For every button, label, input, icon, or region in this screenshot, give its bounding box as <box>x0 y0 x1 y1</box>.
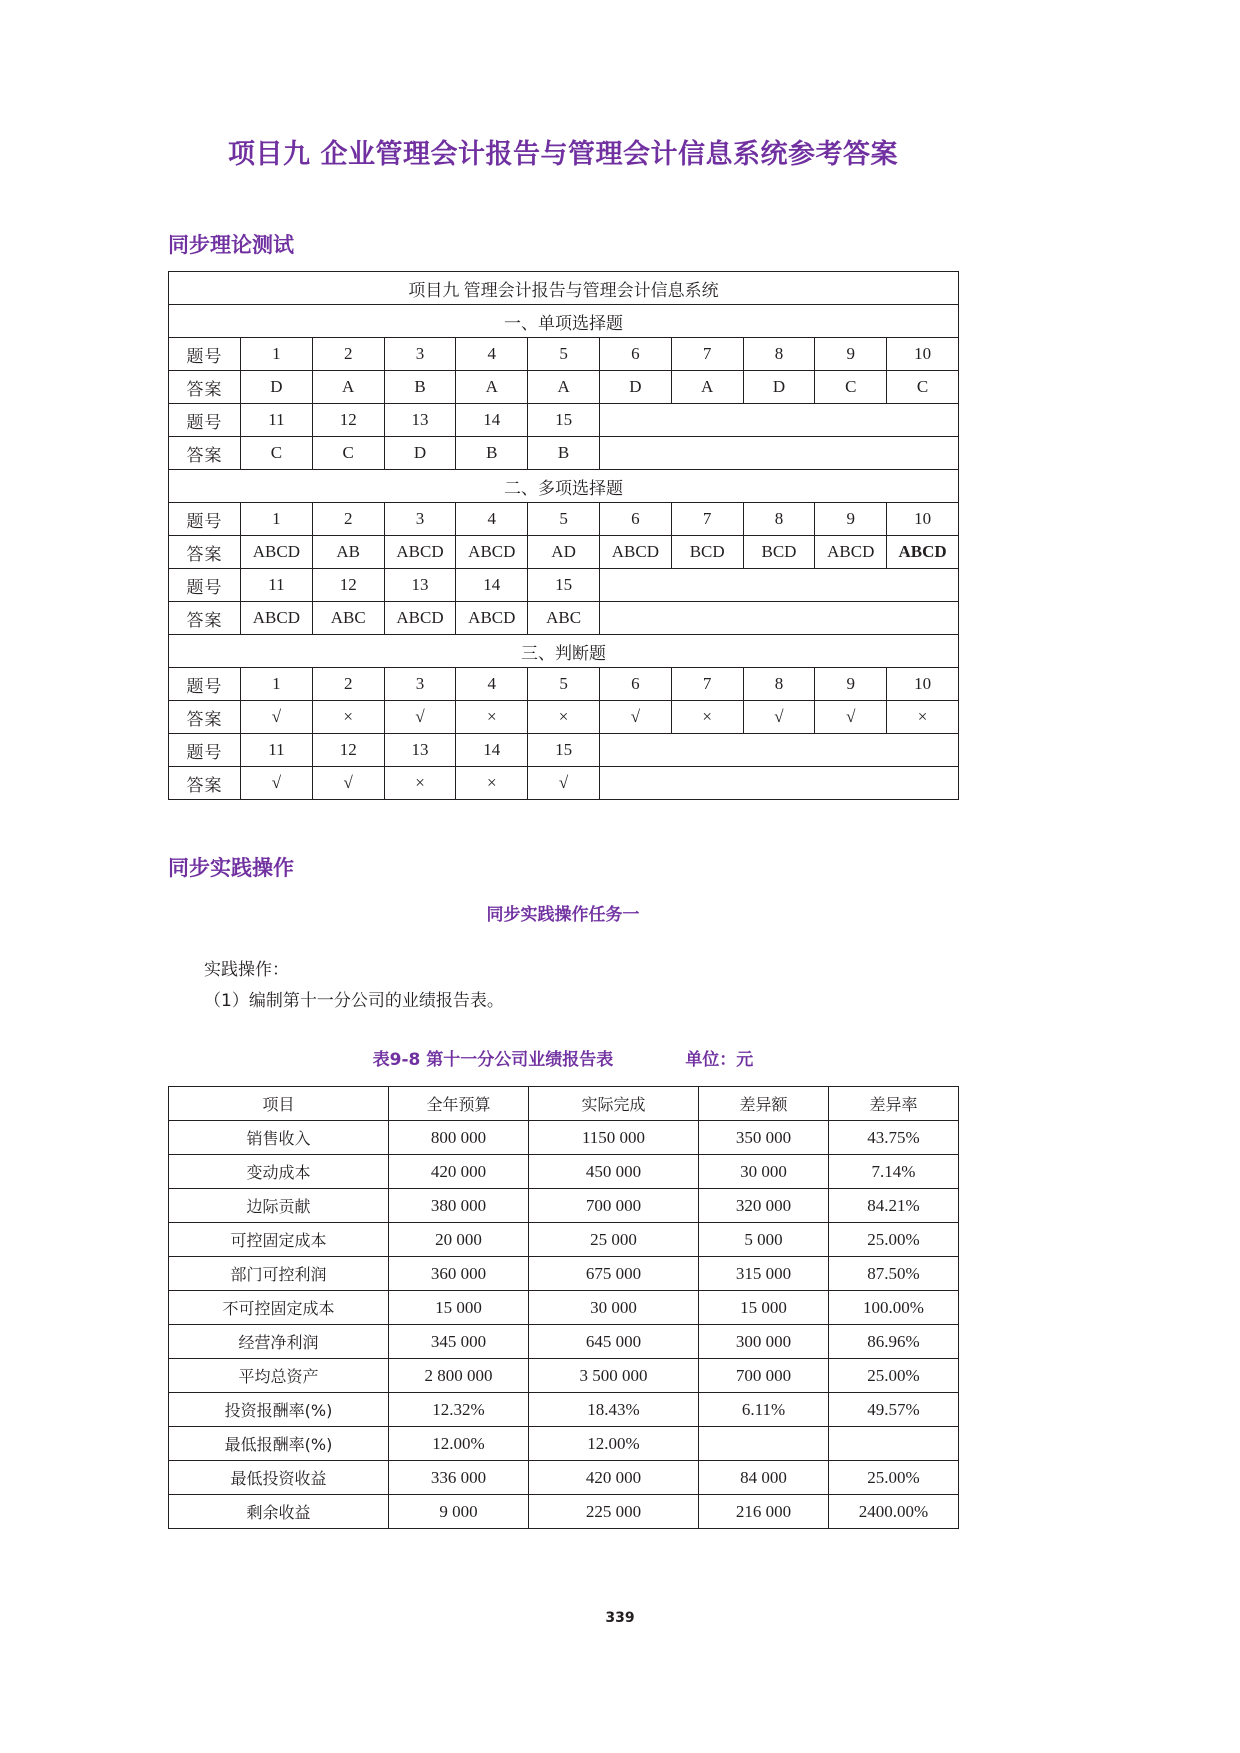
cell: ABCD <box>384 536 456 569</box>
theory-answers-table <box>168 271 959 800</box>
cell: A <box>671 371 743 404</box>
row-label: 题号 <box>169 734 241 767</box>
page-number: 339 <box>605 1610 635 1626</box>
table-row <box>169 668 959 701</box>
table-row <box>169 1291 959 1325</box>
table-row <box>169 1427 959 1461</box>
page-title: 项目九 企业管理会计报告与管理会计信息系统参考答案 <box>228 139 898 170</box>
table-row <box>169 371 959 404</box>
cell: 13 <box>384 569 456 602</box>
cell-budget: 360 000 <box>389 1257 529 1291</box>
cell-rate: 43.75% <box>829 1121 959 1155</box>
cell: ABCD <box>384 602 456 635</box>
cell-diff: 15 000 <box>699 1291 829 1325</box>
cell: C <box>887 371 959 404</box>
cell: √ <box>528 767 600 800</box>
cell: 13 <box>384 404 456 437</box>
cell: × <box>887 701 959 734</box>
cell: A <box>456 371 528 404</box>
table-row <box>169 602 959 635</box>
practice-task-heading: 同步实践操作任务一 <box>486 905 640 925</box>
cell-budget: 345 000 <box>389 1325 529 1359</box>
table-row <box>169 305 959 338</box>
cell-actual: 675 000 <box>529 1257 699 1291</box>
empty-cell <box>599 734 958 767</box>
cell: BCD <box>743 536 815 569</box>
cell: 3 <box>384 668 456 701</box>
cell-rate: 7.14% <box>829 1155 959 1189</box>
cell: 12 <box>312 569 384 602</box>
table-row <box>169 338 959 371</box>
table-row <box>169 1359 959 1393</box>
cell-rate: 2400.00% <box>829 1495 959 1529</box>
cell-budget: 336 000 <box>389 1461 529 1495</box>
cell: 15 <box>528 569 600 602</box>
row-label: 题号 <box>169 503 241 536</box>
cell: √ <box>743 701 815 734</box>
cell: √ <box>599 701 671 734</box>
table-row <box>169 272 959 305</box>
cell-diff: 320 000 <box>699 1189 829 1223</box>
cell: ABCD <box>887 536 959 569</box>
cell: 9 <box>815 668 887 701</box>
cell-diff <box>699 1427 829 1461</box>
row-item: 可控固定成本 <box>169 1223 389 1257</box>
cell-diff: 350 000 <box>699 1121 829 1155</box>
cell: 15 <box>528 734 600 767</box>
row-item: 边际贡献 <box>169 1189 389 1223</box>
cell: 11 <box>241 569 313 602</box>
cell-rate: 25.00% <box>829 1223 959 1257</box>
table-row <box>169 437 959 470</box>
column-header: 全年预算 <box>389 1087 529 1121</box>
cell: 1 <box>241 668 313 701</box>
cell: 2 <box>312 668 384 701</box>
cell: 8 <box>743 668 815 701</box>
table-row <box>169 1189 959 1223</box>
cell-diff: 5 000 <box>699 1223 829 1257</box>
row-label: 答案 <box>169 371 241 404</box>
cell: 4 <box>456 503 528 536</box>
cell-diff: 30 000 <box>699 1155 829 1189</box>
column-header: 实际完成 <box>529 1087 699 1121</box>
cell: × <box>456 701 528 734</box>
cell-diff: 216 000 <box>699 1495 829 1529</box>
table-row <box>169 1495 959 1529</box>
cell-actual: 3 500 000 <box>529 1359 699 1393</box>
cell: 9 <box>815 503 887 536</box>
cell: 10 <box>887 668 959 701</box>
table-header-row <box>169 1087 959 1121</box>
row-label: 题号 <box>169 338 241 371</box>
section-heading-theory: 同步理论测试 <box>168 233 294 257</box>
empty-cell <box>599 602 958 635</box>
cell: B <box>384 371 456 404</box>
cell: C <box>312 437 384 470</box>
table-row <box>169 1155 959 1189</box>
empty-cell <box>599 569 958 602</box>
cell: ABC <box>528 602 600 635</box>
table-row <box>169 470 959 503</box>
cell: 5 <box>528 503 600 536</box>
cell: 1 <box>241 338 313 371</box>
cell: ABC <box>312 602 384 635</box>
table-row <box>169 1461 959 1495</box>
report-table-caption <box>168 1045 958 1070</box>
cell-rate: 100.00% <box>829 1291 959 1325</box>
row-item: 部门可控利润 <box>169 1257 389 1291</box>
cell: 7 <box>671 668 743 701</box>
table-row <box>169 1121 959 1155</box>
cell-diff: 6.11% <box>699 1393 829 1427</box>
table-row <box>169 503 959 536</box>
cell: ABCD <box>815 536 887 569</box>
empty-cell <box>599 404 958 437</box>
cell: D <box>241 371 313 404</box>
cell: √ <box>241 767 313 800</box>
report-table-unit: 单位：元 <box>685 1050 754 1070</box>
row-item: 最低报酬率(%) <box>169 1427 389 1461</box>
cell-budget: 9 000 <box>389 1495 529 1529</box>
cell: A <box>528 371 600 404</box>
table-row <box>169 635 959 668</box>
cell: 13 <box>384 734 456 767</box>
cell: A <box>312 371 384 404</box>
cell: √ <box>384 701 456 734</box>
cell-rate: 84.21% <box>829 1189 959 1223</box>
cell: AD <box>528 536 600 569</box>
practice-step-1: （1）编制第十一分公司的业绩报告表。 <box>204 991 504 1011</box>
cell-rate: 25.00% <box>829 1461 959 1495</box>
row-item: 经营净利润 <box>169 1325 389 1359</box>
cell: C <box>241 437 313 470</box>
table-row <box>169 1257 959 1291</box>
cell: ABCD <box>241 536 313 569</box>
cell: 12 <box>312 734 384 767</box>
cell-actual: 645 000 <box>529 1325 699 1359</box>
cell: ABCD <box>456 536 528 569</box>
empty-cell <box>599 437 958 470</box>
cell: B <box>456 437 528 470</box>
theory-section-label: 一、单项选择题 <box>169 305 959 338</box>
cell: 3 <box>384 503 456 536</box>
cell: 7 <box>671 338 743 371</box>
row-item: 不可控固定成本 <box>169 1291 389 1325</box>
cell-rate: 86.96% <box>829 1325 959 1359</box>
column-header: 差异额 <box>699 1087 829 1121</box>
row-label: 答案 <box>169 437 241 470</box>
cell: × <box>384 767 456 800</box>
table-row <box>169 1393 959 1427</box>
cell-rate: 25.00% <box>829 1359 959 1393</box>
cell: 5 <box>528 668 600 701</box>
cell: 11 <box>241 404 313 437</box>
cell: 2 <box>312 503 384 536</box>
cell-budget: 15 000 <box>389 1291 529 1325</box>
cell: D <box>599 371 671 404</box>
cell: 10 <box>887 503 959 536</box>
cell-actual: 450 000 <box>529 1155 699 1189</box>
report-table-title: 表9-8 第十一分公司业绩报告表 <box>372 1050 614 1070</box>
cell: 1 <box>241 503 313 536</box>
cell-diff: 84 000 <box>699 1461 829 1495</box>
cell: 7 <box>671 503 743 536</box>
row-item: 最低投资收益 <box>169 1461 389 1495</box>
theory-table-title: 项目九 管理会计报告与管理会计信息系统 <box>169 272 959 305</box>
table-row <box>169 569 959 602</box>
cell-budget: 12.00% <box>389 1427 529 1461</box>
cell: B <box>528 437 600 470</box>
page-content <box>168 0 958 1529</box>
section-heading-practice: 同步实践操作 <box>168 856 294 880</box>
cell-actual: 700 000 <box>529 1189 699 1223</box>
cell-diff: 700 000 <box>699 1359 829 1393</box>
cell-rate: 87.50% <box>829 1257 959 1291</box>
cell: ABCD <box>456 602 528 635</box>
cell-diff: 300 000 <box>699 1325 829 1359</box>
cell: 14 <box>456 569 528 602</box>
cell: ABCD <box>599 536 671 569</box>
row-item: 剩余收益 <box>169 1495 389 1529</box>
cell: 11 <box>241 734 313 767</box>
cell-budget: 800 000 <box>389 1121 529 1155</box>
cell-budget: 420 000 <box>389 1155 529 1189</box>
cell-actual: 12.00% <box>529 1427 699 1461</box>
table-row <box>169 404 959 437</box>
cell: 10 <box>887 338 959 371</box>
row-item: 销售收入 <box>169 1121 389 1155</box>
row-item: 投资报酬率(%) <box>169 1393 389 1427</box>
column-header: 项目 <box>169 1087 389 1121</box>
cell: 9 <box>815 338 887 371</box>
cell: BCD <box>671 536 743 569</box>
table-row <box>169 1325 959 1359</box>
table-row <box>169 536 959 569</box>
cell-diff: 315 000 <box>699 1257 829 1291</box>
cell: × <box>456 767 528 800</box>
cell: 6 <box>599 503 671 536</box>
cell: 4 <box>456 668 528 701</box>
practice-intro: 实践操作： <box>204 960 289 980</box>
cell: AB <box>312 536 384 569</box>
cell-actual: 25 000 <box>529 1223 699 1257</box>
cell-actual: 225 000 <box>529 1495 699 1529</box>
table-row <box>169 701 959 734</box>
cell: 2 <box>312 338 384 371</box>
cell: √ <box>815 701 887 734</box>
theory-section-label: 二、多项选择题 <box>169 470 959 503</box>
cell: 8 <box>743 503 815 536</box>
cell: 14 <box>456 404 528 437</box>
cell: 5 <box>528 338 600 371</box>
table-row <box>169 1223 959 1257</box>
cell-actual: 1150 000 <box>529 1121 699 1155</box>
cell: 8 <box>743 338 815 371</box>
table-row <box>169 767 959 800</box>
cell-actual: 420 000 <box>529 1461 699 1495</box>
row-label: 答案 <box>169 767 241 800</box>
row-item: 平均总资产 <box>169 1359 389 1393</box>
cell-budget: 20 000 <box>389 1223 529 1257</box>
row-item: 变动成本 <box>169 1155 389 1189</box>
cell-actual: 30 000 <box>529 1291 699 1325</box>
cell: × <box>671 701 743 734</box>
cell: 6 <box>599 668 671 701</box>
row-label: 题号 <box>169 668 241 701</box>
row-label: 题号 <box>169 404 241 437</box>
cell: 14 <box>456 734 528 767</box>
cell: √ <box>241 701 313 734</box>
performance-report-table <box>168 1086 959 1529</box>
cell: ABCD <box>241 602 313 635</box>
cell: 12 <box>312 404 384 437</box>
table-row <box>169 734 959 767</box>
cell: C <box>815 371 887 404</box>
cell-rate <box>829 1427 959 1461</box>
theory-section-label: 三、判断题 <box>169 635 959 668</box>
cell-budget: 12.32% <box>389 1393 529 1427</box>
cell: 4 <box>456 338 528 371</box>
cell-budget: 2 800 000 <box>389 1359 529 1393</box>
cell: 3 <box>384 338 456 371</box>
cell: √ <box>312 767 384 800</box>
cell: D <box>384 437 456 470</box>
row-label: 答案 <box>169 701 241 734</box>
cell-rate: 49.57% <box>829 1393 959 1427</box>
cell: × <box>312 701 384 734</box>
cell-actual: 18.43% <box>529 1393 699 1427</box>
cell: 15 <box>528 404 600 437</box>
row-label: 答案 <box>169 602 241 635</box>
cell: × <box>528 701 600 734</box>
row-label: 答案 <box>169 536 241 569</box>
cell: 6 <box>599 338 671 371</box>
empty-cell <box>599 767 958 800</box>
cell: D <box>743 371 815 404</box>
cell-budget: 380 000 <box>389 1189 529 1223</box>
column-header: 差异率 <box>829 1087 959 1121</box>
row-label: 题号 <box>169 569 241 602</box>
